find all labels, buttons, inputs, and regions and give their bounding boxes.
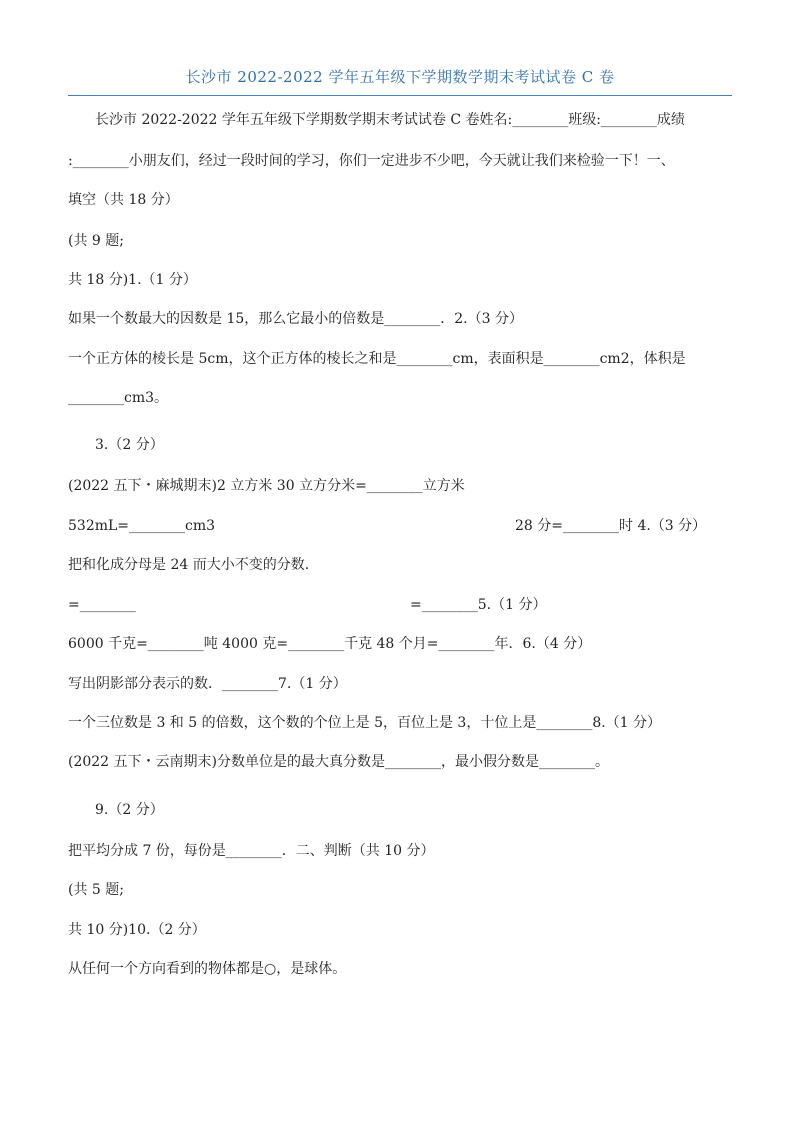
page-title: 长沙市 2022-2022 学年五年级下学期数学期末考试试卷 C 卷: [185, 68, 615, 86]
question-text: 写出阴影部分表示的数．________7.（1 分）: [68, 676, 347, 692]
text-line: (共 9 题;: [68, 233, 124, 249]
text-line: 共 10 分)10.（2 分）: [68, 922, 206, 938]
question-text: (2022 五下・麻城期末)2 立方米 30 立方分米=________立方米: [68, 478, 465, 494]
title-divider: [68, 95, 732, 96]
question-text: ________cm3。: [68, 390, 169, 406]
question-text: 从任何一个方向看到的物体都是○，是球体。: [68, 961, 347, 977]
question-number: 9.（2 分）: [95, 802, 164, 818]
text-line: :________小朋友们，经过一段时间的学习，你们一定进步不少吧，今天就让我们来检验一下！一、: [68, 153, 675, 169]
question-text: 把和化成分母是 24 而大小不变的分数.: [68, 557, 310, 573]
question-text: 一个三位数是 3 和 5 的倍数，这个数的个位上是 5，百位上是 3，十位上是________8.（1 分）: [68, 715, 662, 731]
question-number: 3.（2 分）: [95, 437, 164, 453]
question-text: (2022 五下・云南期末)分数单位是的最大真分数是________，最小假分数是________。: [68, 754, 610, 770]
question-text: 532mL=________cm3: [68, 518, 216, 534]
question-text: =________: [68, 597, 136, 613]
question-text: =________5.（1 分）: [410, 597, 547, 613]
text-line: 填空（共 18 分）: [68, 192, 179, 208]
question-text: 28 分=________时 4.（3 分）: [515, 518, 707, 534]
question-text: 6000 千克=________吨 4000 克=________千克 48 个月=________年．6.（4 分）: [68, 636, 592, 652]
text-line: 长沙市 2022-2022 学年五年级下学期数学期末考试试卷 C 卷姓名:________班级:________成绩: [95, 112, 685, 128]
text-line: 共 18 分)1.（1 分）: [68, 272, 197, 288]
text-line: (共 5 题;: [68, 882, 124, 898]
question-text: 一个正方体的棱长是 5cm，这个正方体的棱长之和是________cm，表面积是________cm2，体积是: [68, 351, 686, 367]
question-text: 把平均分成 7 份，每份是________．二、判断（共 10 分）: [68, 843, 435, 859]
question-text: 如果一个数最大的因数是 15，那么它最小的倍数是________．2.（3 分）: [68, 311, 523, 327]
